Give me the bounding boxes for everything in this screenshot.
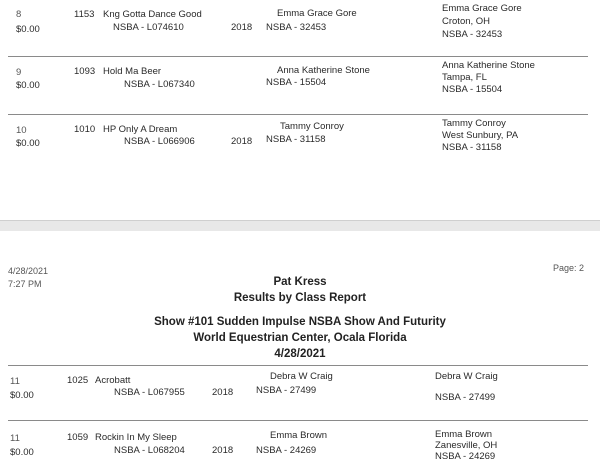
- place: 8: [16, 9, 22, 20]
- horse-registration: NSBA - L067955: [114, 387, 185, 398]
- exhibitor-id: NSBA - 24269: [256, 445, 317, 456]
- horse-name: HP Only A Dream: [103, 124, 178, 135]
- place: 11: [10, 433, 20, 444]
- exhibitor-id: NSBA - 31158: [266, 134, 326, 145]
- money-won: $0.00: [10, 390, 34, 401]
- back-number: 1093: [74, 66, 96, 77]
- owner-city: Tampa, FL: [442, 72, 487, 83]
- horse-name: Acrobatt: [95, 375, 131, 386]
- exhibitor-id: NSBA - 32453: [266, 22, 327, 33]
- print-time: 7:27 PM: [8, 279, 42, 289]
- money-won: $0.00: [10, 447, 34, 458]
- horse-registration: NSBA - L067340: [124, 79, 195, 90]
- horse-year: 2018: [231, 136, 253, 147]
- owner-name: Emma Brown: [435, 429, 493, 440]
- exhibitor-name: Emma Brown: [270, 430, 328, 441]
- place: 9: [16, 67, 22, 78]
- back-number: 1153: [74, 9, 95, 20]
- owner-id: NSBA - 32453: [442, 29, 503, 40]
- owner-id: NSBA - 31158: [442, 142, 502, 153]
- money-won: $0.00: [16, 138, 40, 149]
- print-date: 4/28/2021: [8, 266, 49, 276]
- venue: World Equestrian Center, Ocala Florida: [193, 332, 407, 344]
- horse-name: Kng Gotta Dance Good: [103, 9, 202, 20]
- horse-registration: NSBA - L066906: [124, 136, 195, 147]
- place: 11: [10, 376, 20, 387]
- back-number: 1010: [74, 124, 96, 135]
- money-won: $0.00: [16, 24, 40, 35]
- exhibitor-name: Anna Katherine Stone: [277, 65, 370, 76]
- row-divider: [8, 420, 588, 421]
- row-divider: [8, 365, 588, 366]
- show-date: 4/28/2021: [274, 348, 326, 360]
- back-number: 1025: [67, 375, 89, 386]
- owner-city: Zanesville, OH: [435, 440, 498, 451]
- owner-id: NSBA - 15504: [442, 84, 503, 95]
- place: 10: [16, 125, 27, 136]
- row-divider: [8, 56, 588, 57]
- owner-name: Anna Katherine Stone: [442, 60, 535, 71]
- exhibitor-name: Emma Grace Gore: [277, 8, 357, 19]
- owner-name: Debra W Craig: [435, 371, 498, 382]
- horse-registration: NSBA - L074610: [113, 22, 184, 33]
- money-won: $0.00: [16, 80, 40, 91]
- report-page-2: [0, 231, 600, 472]
- horse-year: 2018: [231, 22, 253, 33]
- owner-city: West Sunbury, PA: [442, 130, 519, 141]
- back-number: 1059: [67, 432, 89, 443]
- horse-registration: NSBA - L068204: [114, 445, 185, 456]
- report-page-1: [0, 0, 600, 220]
- exhibitor-name: Tammy Conroy: [280, 121, 344, 132]
- exhibitor-name: Debra W Craig: [270, 371, 333, 382]
- owner-id: NSBA - 27499: [435, 392, 496, 403]
- row-divider: [8, 114, 588, 115]
- exhibitor-id: NSBA - 15504: [266, 77, 327, 88]
- horse-year: 2018: [212, 387, 234, 398]
- report-title: Results by Class Report: [233, 292, 367, 304]
- owner-city: Croton, OH: [442, 16, 491, 27]
- horse-name: Rockin In My Sleep: [95, 432, 177, 443]
- exhibitor-id: NSBA - 27499: [256, 385, 317, 396]
- owner-name: Emma Grace Gore: [442, 3, 522, 14]
- horse-year: 2018: [212, 445, 234, 456]
- owner-name: Tammy Conroy: [442, 118, 506, 129]
- header-name: Pat Kress: [273, 276, 327, 288]
- show-title: Show #101 Sudden Impulse NSBA Show And Futurity: [154, 316, 446, 328]
- owner-id: NSBA - 24269: [435, 451, 496, 462]
- page-number: Page: 2: [552, 263, 584, 273]
- horse-name: Hold Ma Beer: [103, 66, 162, 77]
